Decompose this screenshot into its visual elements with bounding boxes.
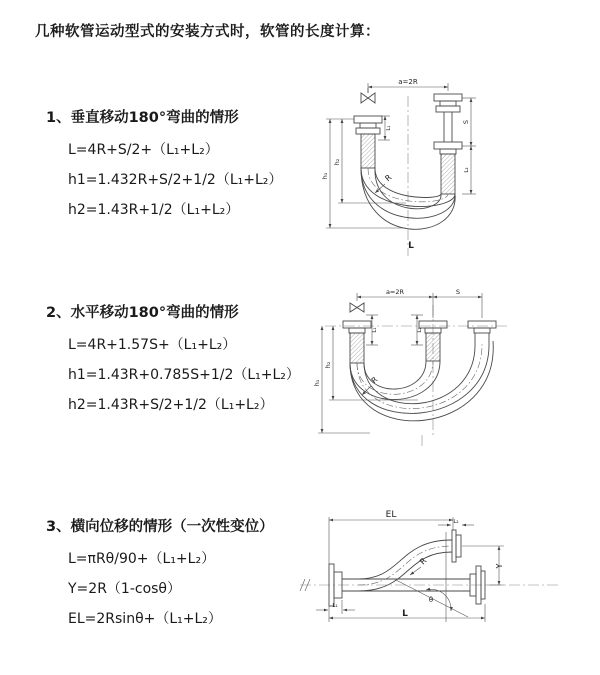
dim-label-l2: L₂ — [417, 327, 423, 333]
dim-label-l1: L₁ — [372, 327, 378, 333]
formula-length: L=4R+1.57S+（L₁+L₂） — [68, 337, 237, 353]
braided-hose-section — [350, 333, 364, 363]
dim-a2r — [368, 78, 448, 91]
dim-a2r — [357, 288, 433, 318]
formula-y: Y=2R（1-cosθ） — [68, 581, 181, 597]
formula-length: L=4R+S/2+（L₁+L₂） — [68, 142, 219, 158]
page-title: 几种软管运动型式的安装方式时，软管的长度计算： — [35, 24, 380, 40]
braided-hose-section — [426, 333, 440, 361]
dim-label-l1: L₁ — [332, 603, 338, 609]
dim-label-r: R — [383, 172, 394, 184]
dim-l1 — [366, 315, 378, 345]
dim-label-l2: L₂ — [464, 167, 470, 173]
dim-label-h2: h₂ — [324, 361, 332, 369]
section-horizontal-movement — [46, 301, 300, 420]
dim-label-r: R — [369, 374, 380, 386]
formula-h2: h2=1.43R+S/2+1/2（L₁+L₂） — [68, 397, 274, 413]
dim-s — [433, 288, 482, 318]
dim-label-r: R — [418, 556, 429, 567]
dim-l — [329, 604, 485, 622]
dim-label-a2r: a=2R — [398, 78, 418, 86]
upper-flange — [452, 530, 456, 562]
section-lateral-displacement — [46, 515, 274, 634]
braided-hose-section — [361, 134, 375, 168]
dim-l2 — [462, 146, 476, 194]
dim-label-l: L — [402, 609, 408, 619]
section-vertical-movement — [46, 106, 282, 225]
dim-label-h2: h₂ — [333, 158, 341, 166]
dim-label-s: S — [462, 119, 470, 125]
section-2-heading: 2、水平移动180°弯曲的情形 — [46, 305, 239, 321]
right-fitting-displaced — [468, 321, 496, 343]
dim-label-l1: L₁ — [386, 125, 392, 131]
dim-r — [375, 173, 394, 193]
displaced-hose — [358, 530, 461, 591]
diagram-horizontal-u-bend — [310, 285, 580, 455]
left-fitting — [354, 116, 382, 168]
section-3-heading: 3、横向位移的情形（一次性变位） — [46, 519, 274, 535]
dim-label-l2: L₂ — [453, 519, 459, 525]
dim-label-s: S — [455, 288, 461, 296]
dim-h2 — [324, 326, 418, 400]
dim-label-y: Y — [495, 563, 504, 569]
diagram-vertical-u-bend — [310, 70, 570, 265]
formula-h2: h2=1.43R+1/2（L₁+L₂） — [68, 202, 240, 218]
formula-el: EL=2Rsinθ+（L₁+L₂） — [68, 611, 222, 627]
dim-l2 — [411, 315, 423, 345]
dim-label-h1: h₁ — [313, 379, 321, 387]
dim-label-a2r: a=2R — [385, 288, 405, 296]
valve-icon — [361, 93, 375, 103]
upper-flange — [456, 535, 461, 557]
dim-label-h1: h₁ — [321, 172, 329, 180]
dim-label-el: EL — [385, 510, 397, 520]
formula-h1: h1=1.432R+S/2+1/2（L₁+L₂） — [68, 172, 283, 188]
diagram-lateral-displacement — [298, 500, 588, 650]
dim-el — [329, 510, 453, 564]
dim-label-theta: θ — [428, 596, 434, 604]
formula-length: L=πRθ/90+（L₁+L₂） — [68, 551, 216, 567]
left-fitting — [343, 321, 371, 363]
dim-l1 — [316, 600, 355, 614]
dim-r — [410, 556, 429, 575]
dim-label-l: L — [408, 241, 414, 251]
right-fitting — [434, 94, 462, 194]
braided-hose-section — [441, 154, 455, 194]
valve-icon — [350, 303, 364, 312]
section-1-heading: 1、垂直移动180°弯曲的情形 — [46, 110, 239, 126]
formula-h1: h1=1.43R+0.785S+1/2（L₁+L₂） — [68, 367, 300, 383]
dim-s — [462, 98, 476, 146]
